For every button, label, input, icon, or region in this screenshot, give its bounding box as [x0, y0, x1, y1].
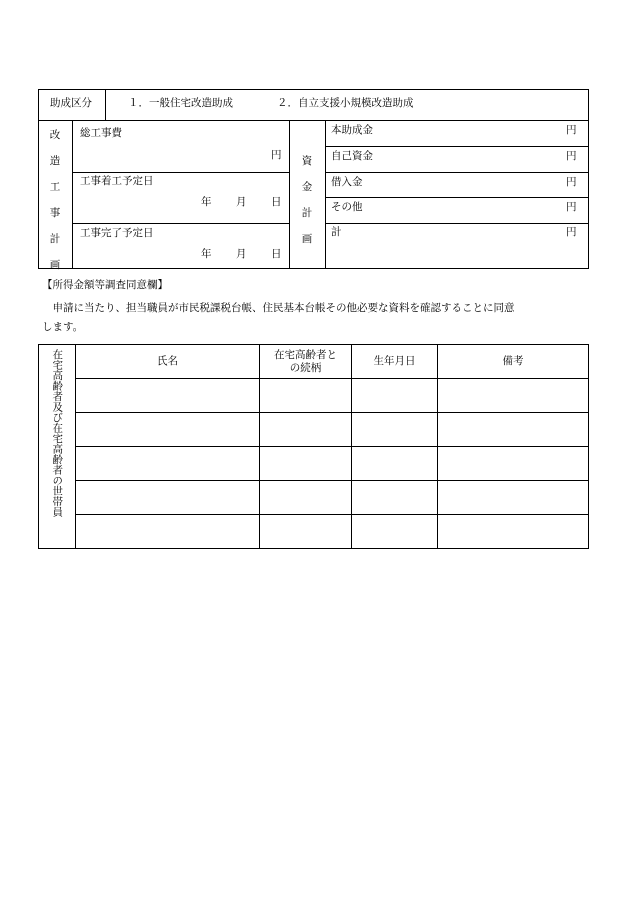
birthdate-cell[interactable]	[352, 447, 438, 481]
relation-cell[interactable]	[260, 481, 352, 515]
table-row	[39, 481, 589, 515]
consent-text-line2: します。	[42, 321, 84, 333]
divider	[325, 120, 326, 269]
option-independence-support-renovation[interactable]: ２．自立支援小規模改造助成	[277, 97, 414, 109]
header-relation-line1: 在宅高齢者と	[274, 349, 337, 362]
renovation-plan-label: 改 造 工 事 計 画	[49, 129, 61, 271]
members-side-label: 在宅高齢者及び在宅高齢者の世帯員	[51, 349, 64, 517]
funding-total-label: 計	[331, 226, 342, 238]
end-year: 年	[201, 248, 212, 260]
end-day: 日	[271, 248, 282, 260]
remarks-cell[interactable]	[438, 447, 589, 481]
option-general-renovation[interactable]: １．一般住宅改造助成	[128, 97, 233, 109]
table-header-row	[39, 345, 589, 379]
divider	[325, 146, 589, 147]
funding-subsidy-label: 本助成金	[331, 124, 373, 136]
remarks-cell[interactable]	[438, 379, 589, 413]
funding-total-yen: 円	[566, 226, 577, 238]
divider	[72, 172, 289, 173]
remarks-cell[interactable]	[438, 413, 589, 447]
table-row	[39, 379, 589, 413]
name-cell[interactable]	[76, 515, 260, 549]
total-cost-label: 総工事費	[80, 127, 122, 139]
header-birthdate: 生年月日	[352, 345, 438, 379]
relation-cell[interactable]	[260, 379, 352, 413]
birthdate-cell[interactable]	[352, 481, 438, 515]
funding-other-yen: 円	[566, 201, 577, 213]
funding-other-label: その他	[331, 201, 363, 213]
consent-heading: 【所得金額等調査同意欄】	[42, 279, 168, 291]
divider	[72, 223, 289, 224]
name-cell[interactable]	[76, 413, 260, 447]
remarks-cell[interactable]	[438, 481, 589, 515]
table-row	[39, 515, 589, 549]
name-cell[interactable]	[76, 481, 260, 515]
funding-loan-label: 借入金	[331, 176, 363, 188]
birthdate-cell[interactable]	[352, 379, 438, 413]
funding-subsidy-yen: 円	[566, 124, 577, 136]
divider	[325, 172, 589, 173]
start-year: 年	[201, 196, 212, 208]
divider	[289, 120, 290, 269]
birthdate-cell[interactable]	[352, 413, 438, 447]
start-month: 月	[236, 196, 247, 208]
table-row	[39, 413, 589, 447]
funding-own-yen: 円	[566, 150, 577, 162]
divider	[325, 223, 589, 224]
relation-cell[interactable]	[260, 515, 352, 549]
remarks-cell[interactable]	[438, 515, 589, 549]
funding-plan-label: 資 金 計 画	[301, 155, 313, 245]
funding-loan-yen: 円	[566, 176, 577, 188]
header-relation-line2: の続柄	[289, 361, 322, 374]
funding-own-label: 自己資金	[331, 150, 373, 162]
subsidy-type-label: 助成区分	[50, 97, 92, 109]
divider	[325, 197, 589, 198]
household-members-table	[38, 344, 589, 549]
members-side-label-cell	[39, 345, 76, 549]
divider	[72, 120, 73, 269]
table-row	[39, 447, 589, 481]
birthdate-cell[interactable]	[352, 515, 438, 549]
start-date-label: 工事着工予定日	[80, 175, 154, 187]
start-day: 日	[271, 196, 282, 208]
name-cell[interactable]	[76, 379, 260, 413]
divider	[105, 89, 106, 120]
end-date-label: 工事完了予定日	[80, 227, 154, 239]
end-month: 月	[236, 248, 247, 260]
header-name: 氏名	[76, 345, 260, 379]
relation-cell[interactable]	[260, 447, 352, 481]
total-cost-yen: 円	[271, 149, 282, 161]
header-remarks: 備考	[438, 345, 589, 379]
consent-text-line1: 申請に当たり、担当職員が市民税課税台帳、住民基本台帳その他必要な資料を確認することに同意	[42, 302, 515, 314]
relation-cell[interactable]	[260, 413, 352, 447]
header-relation	[260, 345, 352, 379]
divider	[38, 120, 589, 121]
name-cell[interactable]	[76, 447, 260, 481]
